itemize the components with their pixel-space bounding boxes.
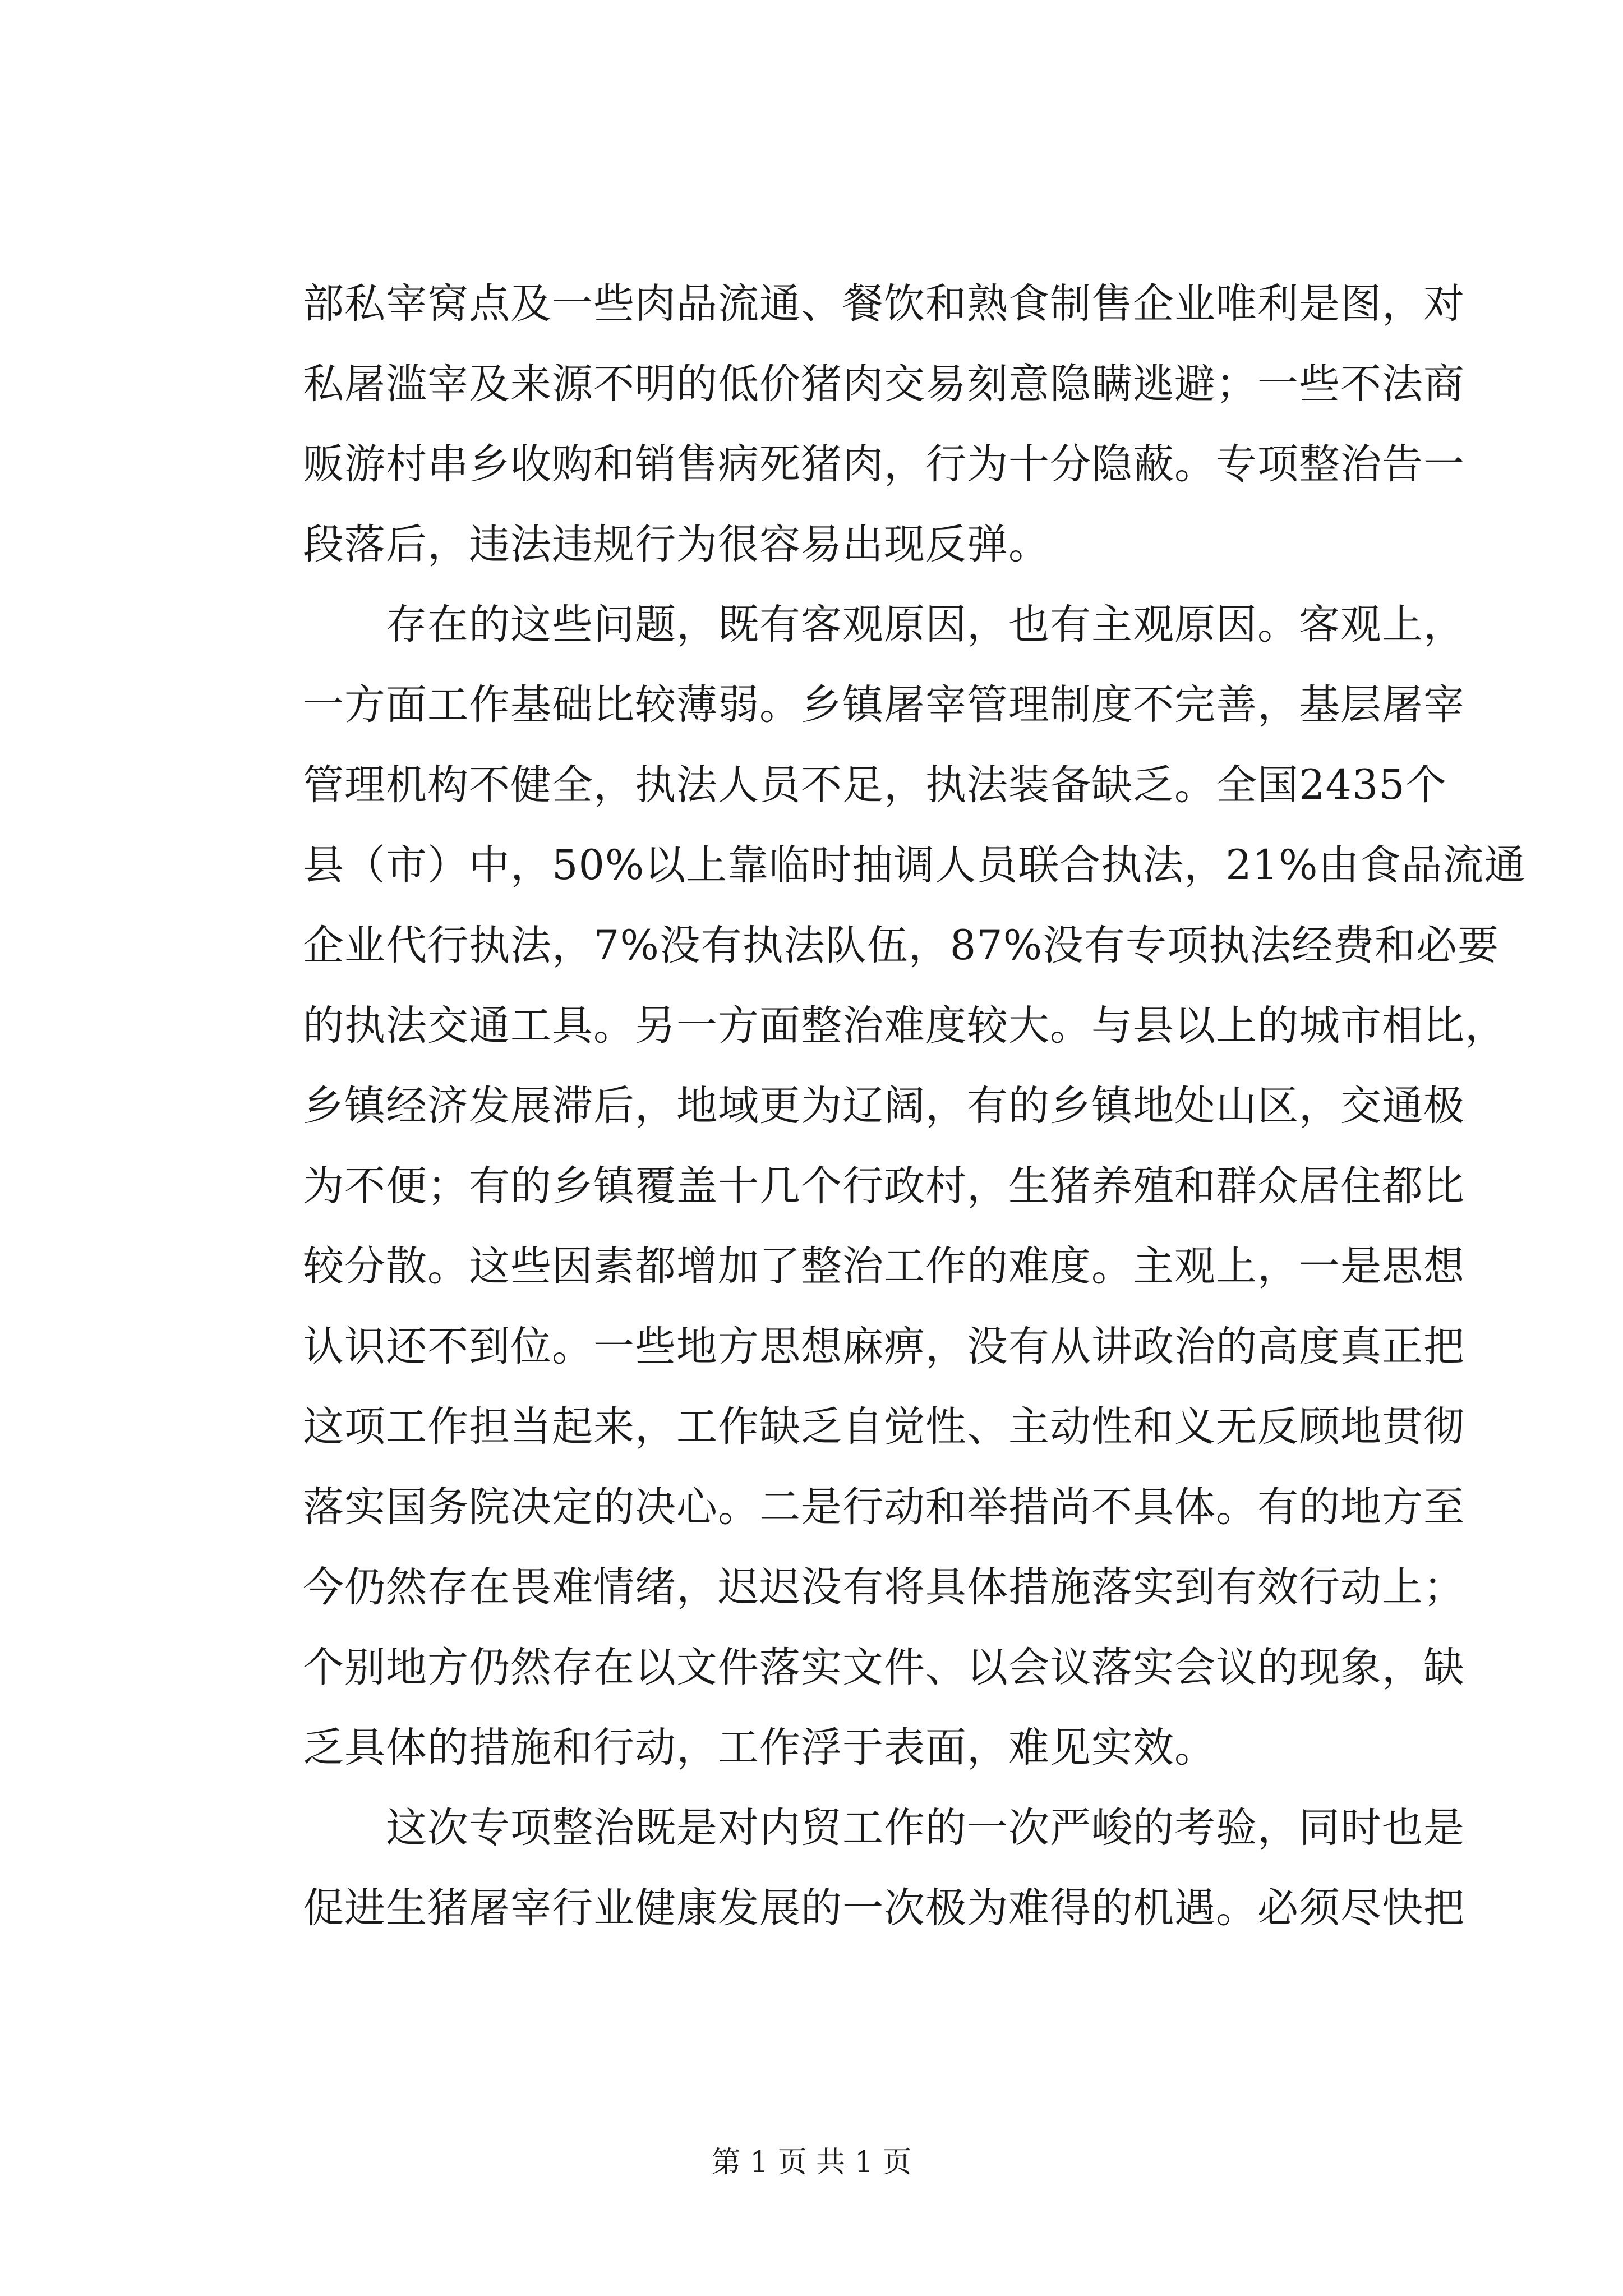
text-line: 促进生猪屠宰行业健康发展的一次极为难得的机遇。必须尽快把 bbox=[303, 1884, 1465, 1932]
page-number-label: 第 1 页 共 1 页 bbox=[711, 2146, 912, 2179]
text-line: 管理机构不健全，执法人员不足，执法装备缺乏。全国2435个 bbox=[303, 761, 1447, 809]
document-body bbox=[303, 264, 1526, 1948]
text-line: 认识还不到位。一些地方思想麻痹，没有从讲政治的高度真正把 bbox=[303, 1323, 1465, 1370]
text-line: 一方面工作基础比较薄弱。乡镇屠宰管理制度不完善，基层屠宰 bbox=[303, 681, 1465, 729]
text-line: 个别地方仍然存在以文件落实文件、以会议落实会议的现象，缺 bbox=[303, 1644, 1465, 1691]
text-line: 今仍然存在畏难情绪，迟迟没有将具体措施落实到有效行动上； bbox=[303, 1563, 1465, 1611]
text-line: 的执法交通工具。另一方面整治难度较大。与县以上的城市相比， bbox=[303, 1002, 1506, 1050]
text-line: 县（市）中，50%以上靠临时抽调人员联合执法，21%由食品流通 bbox=[303, 841, 1526, 889]
text-line: 私屠滥宰及来源不明的低价猪肉交易刻意隐瞒逃避；一些不法商 bbox=[303, 360, 1465, 408]
page-footer bbox=[0, 2143, 1623, 2182]
text-line: 这项工作担当起来，工作缺乏自觉性、主动性和义无反顾地贯彻 bbox=[303, 1403, 1465, 1451]
text-line: 贩游村串乡收购和销售病死猪肉，行为十分隐蔽。专项整治告一 bbox=[303, 440, 1465, 488]
text-line: 乏具体的措施和行动，工作浮于表面，难见实效。 bbox=[303, 1724, 1216, 1772]
text-line: 乡镇经济发展滞后，地域更为辽阔，有的乡镇地处山区，交通极 bbox=[303, 1082, 1465, 1130]
text-line: 段落后，违法违规行为很容易出现反弹。 bbox=[303, 521, 1050, 568]
text-line: 存在的这些问题，既有客观原因，也有主观原因。客观上， bbox=[303, 601, 1465, 648]
text-line: 部私宰窝点及一些肉品流通、餐饮和熟食制售企业唯利是图，对 bbox=[303, 280, 1465, 328]
text-line: 企业代行执法，7%没有执法队伍，87%没有专项执法经费和必要 bbox=[303, 922, 1500, 969]
text-line: 为不便；有的乡镇覆盖十几个行政村，生猪养殖和群众居住都比 bbox=[303, 1162, 1465, 1210]
text-line: 落实国务院决定的决心。二是行动和举措尚不具体。有的地方至 bbox=[303, 1483, 1465, 1531]
text-line: 较分散。这些因素都增加了整治工作的难度。主观上，一是思想 bbox=[303, 1243, 1465, 1290]
text-line: 这次专项整治既是对内贸工作的一次严峻的考验，同时也是 bbox=[303, 1804, 1465, 1852]
